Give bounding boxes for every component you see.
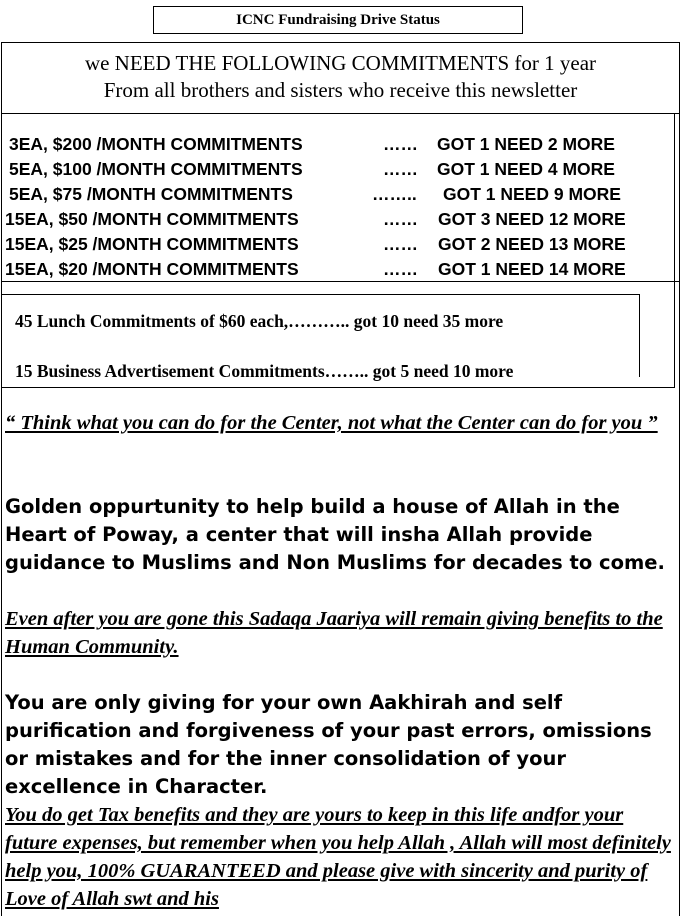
commitment-leader-dots: …… (383, 209, 418, 229)
commitment-leader-dots: …… (383, 159, 418, 179)
page-title: ICNC Fundraising Drive Status (153, 6, 523, 34)
commitment-status: GOT 3 NEED 12 MORE (438, 209, 626, 229)
needs-heading (0, 50, 681, 104)
commitment-amount: 15EA, $25 /MONTH COMMITMENTS (5, 234, 299, 254)
quote-paragraph: “ Think what you can do for the Center, not what the Center can do for you ” (5, 412, 658, 434)
lunch-commitments: 45 Lunch Commitments of $60 each,……….. got 10 need 35 more (15, 311, 504, 331)
commitment-status: GOT 1 NEED 4 MORE (437, 159, 615, 179)
commitment-status: GOT 2 NEED 13 MORE (438, 234, 626, 254)
commitment-status: GOT 1 NEED 14 MORE (438, 259, 626, 279)
commitment-amount: 5EA, $100 /MONTH COMMITMENTS (9, 159, 303, 179)
commitment-leader-dots: …… (383, 259, 418, 279)
needs-line-2: From all brothers and sisters who receive this newsletter (103, 78, 578, 102)
golden-paragraph: Golden oppurtunity to help build a house of Allah in the Heart of Poway, a center that will insha Allah provide guidance to Muslims and Non Muslims for decades to come. (5, 495, 665, 574)
commitment-leader-dots: …… (383, 134, 418, 154)
commitment-amount: 15EA, $50 /MONTH COMMITMENTS (5, 209, 299, 229)
commitment-amount: 3EA, $200 /MONTH COMMITMENTS (9, 134, 303, 154)
commitment-status: GOT 1 NEED 2 MORE (437, 134, 615, 154)
divider-mid (1, 281, 680, 282)
commitment-leader-dots: …….. (372, 184, 417, 204)
commitment-leader-dots: …… (383, 234, 418, 254)
business-commitments: 15 Business Advertisement Commitments…….. got 5 need 10 more (15, 361, 514, 381)
aakhirah-paragraph: You are only giving for your own Aakhirah and self purification and forgiveness of your past errors, omissions or mistakes and for the inner consolidation of your excellence in Character. (5, 691, 652, 798)
commitment-amount: 15EA, $20 /MONTH COMMITMENTS (5, 259, 299, 279)
sadaqa-paragraph: Even after you are gone this Sadaqa Jaariya will remain giving benefits to the Human Community. (5, 608, 663, 658)
needs-line-1: we NEED THE FOLLOWING COMMITMENTS for 1 year (84, 51, 597, 75)
tax-paragraph: You do get Tax benefits and they are yours to keep in this life andfor your future expenses, but remember when you help Allah , Allah will most definitely help you, 100% GUARANTEED and please give with sincerity and purity of Love of Allah swt and his (5, 804, 671, 910)
commitment-status: GOT 1 NEED 9 MORE (443, 184, 621, 204)
commitment-amount: 5EA, $75 /MONTH COMMITMENTS (9, 184, 293, 204)
